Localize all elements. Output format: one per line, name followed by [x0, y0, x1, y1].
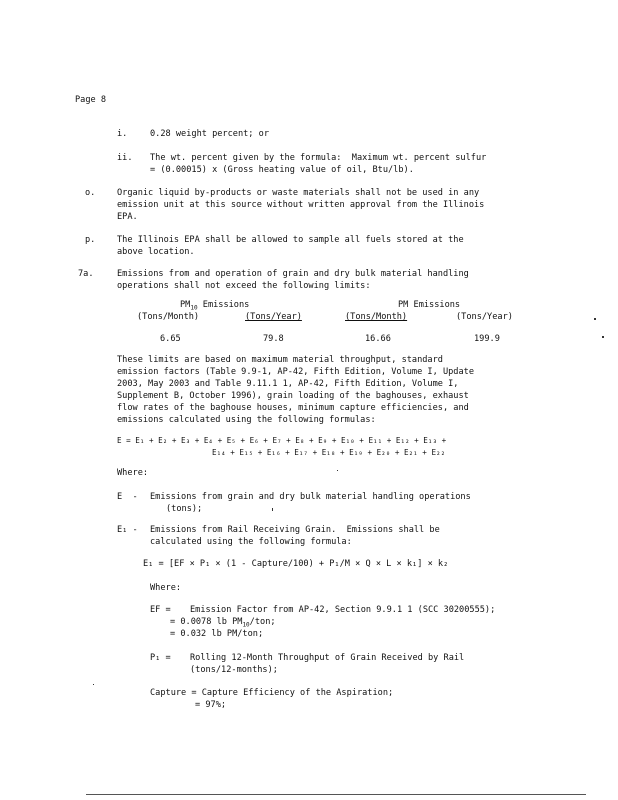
- def-e1-line1: Emissions from Rail Receiving Grain. Emissions shall be: [150, 525, 440, 535]
- item-o-line3: EPA.: [117, 212, 138, 222]
- where-label: Where:: [117, 468, 149, 478]
- paragraph-line: emission factors (Table 9.9-1, AP-42, Fifth Edition, Volume I, Update: [117, 367, 474, 377]
- item-7a-line2: operations shall not exceed the following limits:: [117, 281, 371, 291]
- scan-speck: [594, 318, 596, 320]
- scan-speck: [272, 508, 273, 511]
- table-value: 6.65: [160, 334, 181, 344]
- scan-speck: [93, 684, 94, 685]
- table-value: 16.66: [365, 334, 391, 344]
- item-p-marker: p.: [85, 235, 96, 245]
- item-i-text: 0.28 weight percent; or: [150, 129, 269, 139]
- def-ef-line3: = 0.032 lb PM/ton;: [170, 629, 264, 639]
- pm10-header: $PM_{10}$ Emissions: [180, 300, 250, 312]
- total-emissions-formula-line1: E = E₁ + E₂ + E₃ + E₄ + E₅ + E₆ + E₇ + E₈ + E₉ + E₁₀ + E₁₁ + E₁₂ + E₁₃ +: [117, 436, 447, 445]
- col-header-1: (Tons/Month): [137, 312, 200, 322]
- table-value: 79.8: [263, 334, 284, 344]
- def-e-line1: Emissions from grain and dry bulk material handling operations: [150, 492, 471, 502]
- def-e1-line2: calculated using the following formula:: [150, 537, 352, 547]
- def-ef-line2: = 0.0078 lb $PM_{10}$/ton;: [170, 617, 276, 629]
- def-ef-symbol: EF =: [150, 605, 171, 615]
- item-7a-marker: 7a.: [78, 269, 94, 279]
- item-o-line2: emission unit at this source without written approval from the Illinois: [117, 200, 485, 210]
- page-label: Page 8: [75, 95, 107, 105]
- item-p-line1: The Illinois EPA shall be allowed to sample all fuels stored at the: [117, 235, 464, 245]
- bottom-rule: [86, 794, 586, 795]
- item-ii-marker: ii.: [117, 153, 133, 163]
- scan-speck: [602, 336, 604, 338]
- paragraph-line: Supplement B, October 1996), grain loading of the baghouses, exhaust: [117, 391, 469, 401]
- def-ef-line1: Emission Factor from AP-42, Section 9.9.1 1 (SCC 30200555);: [190, 605, 496, 615]
- def-p1-line2: (tons/12-months);: [190, 665, 278, 675]
- item-o-line1: Organic liquid by-products or waste materials shall not be used in any: [117, 188, 480, 198]
- paragraph-line: These limits are based on maximum material throughput, standard: [117, 355, 443, 365]
- table-value: 199.9: [474, 334, 500, 344]
- total-emissions-formula-line2: E₁₄ + E₁₅ + E₁₆ + E₁₇ + E₁₈ + E₁₉ + E₂₀ + E₂₁ + E₂₂: [212, 448, 446, 457]
- e1-formula: E₁ = [EF × P₁ × (1 - Capture/100) + P₁/M × Q × L × k₁] × k₂: [143, 559, 449, 569]
- item-7a-line1: Emissions from and operation of grain and dry bulk material handling: [117, 269, 469, 279]
- col-header-4: (Tons/Year): [456, 312, 513, 322]
- def-e-symbol: E -: [117, 492, 138, 502]
- def-capture-line1: Capture = Capture Efficiency of the Aspiration;: [150, 688, 394, 698]
- item-p-line2: above location.: [117, 247, 195, 257]
- item-ii-line1: The wt. percent given by the formula: Maximum wt. percent sulfur: [150, 153, 487, 163]
- item-ii-line2: = (0.00015) x (Gross heating value of oil, Btu/lb).: [150, 165, 414, 175]
- def-p1-symbol: P₁ =: [150, 653, 171, 663]
- def-e-line2: (tons);: [166, 504, 203, 514]
- item-i-marker: i.: [117, 129, 128, 139]
- pm-header: PM Emissions: [398, 300, 461, 310]
- def-p1-line1: Rolling 12-Month Throughput of Grain Received by Rail: [190, 653, 465, 663]
- def-capture-line2: = 97%;: [195, 700, 227, 710]
- scan-speck: [337, 470, 338, 471]
- def-e1-symbol: E₁ -: [117, 525, 138, 535]
- paragraph-line: flow rates of the baghouse houses, minimum capture efficiencies, and: [117, 403, 469, 413]
- paragraph-line: 2003, May 2003 and Table 9.11.1 1, AP-42, Fifth Edition, Volume I,: [117, 379, 459, 389]
- item-o-marker: o.: [85, 188, 96, 198]
- col-header-2: (Tons/Year): [245, 312, 302, 322]
- col-header-3: (Tons/Month): [345, 312, 408, 322]
- where-label-2: Where:: [150, 583, 182, 593]
- paragraph-line: emissions calculated using the following formulas:: [117, 415, 376, 425]
